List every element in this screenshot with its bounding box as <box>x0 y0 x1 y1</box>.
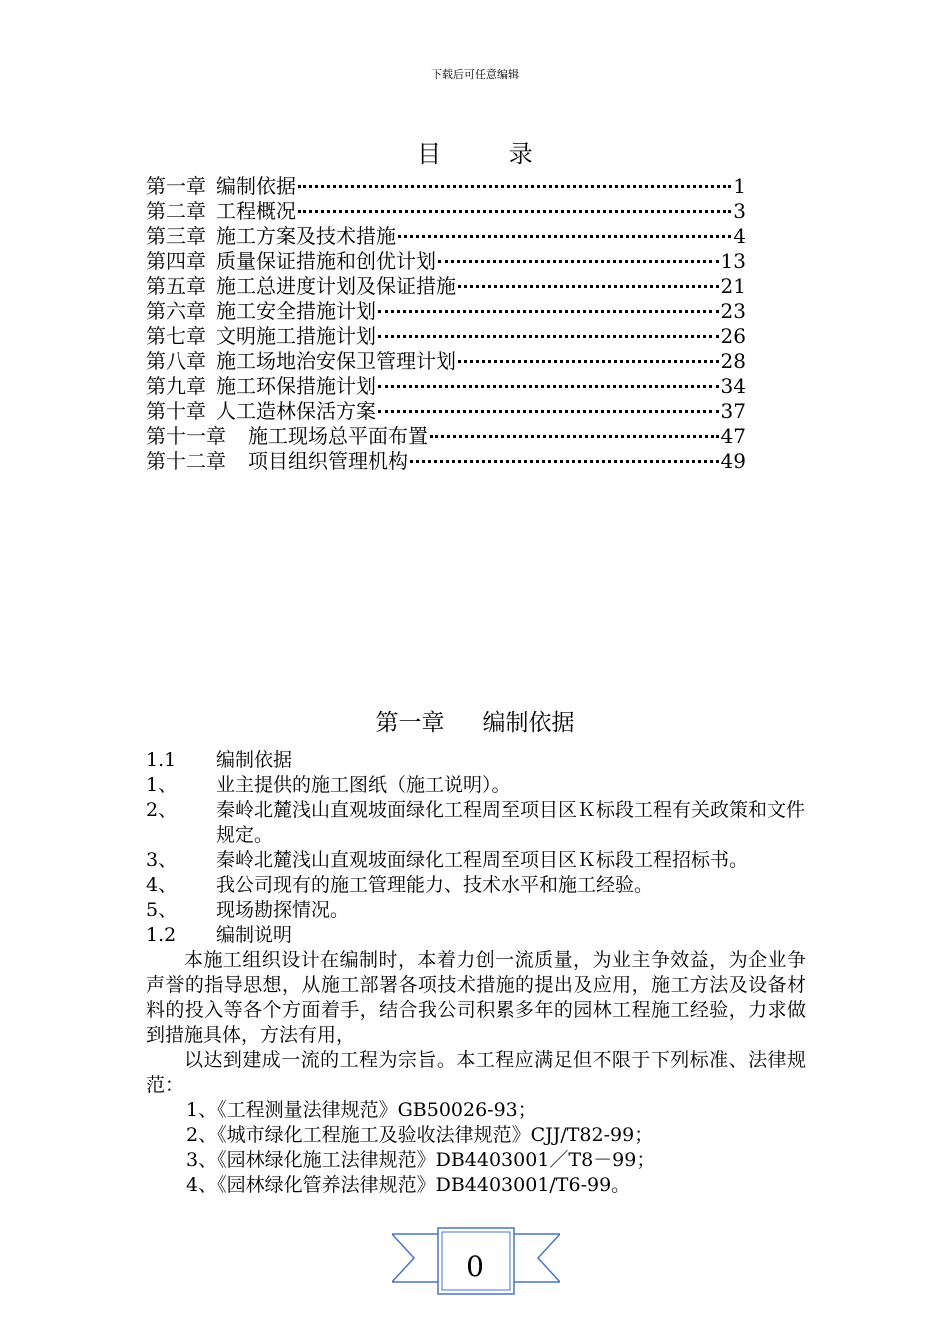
standard-item: 3、《园林绿化施工法律规范》DB4403001／T8－99； <box>186 1149 656 1171</box>
toc-page: 4 <box>733 224 746 248</box>
toc-page: 37 <box>720 399 746 423</box>
list-number: 3、 <box>146 849 178 871</box>
toc-chapter: 第五章 <box>146 274 206 298</box>
toc-leader <box>458 285 719 288</box>
toc-chapter: 第八章 <box>146 349 206 373</box>
section-heading <box>146 748 806 773</box>
chapter-label: 第一章 <box>375 710 445 736</box>
toc-page: 23 <box>720 299 746 323</box>
toc-name: 人工造林保活方案 <box>216 399 376 423</box>
toc-name: 编制依据 <box>216 174 296 198</box>
page-header: 下载后可任意编辑 <box>431 68 519 81</box>
toc-page: 3 <box>733 199 746 223</box>
toc-name: 施工现场总平面布置 <box>248 424 428 448</box>
list-text: 现场勘探情况。 <box>216 899 350 921</box>
toc-row[interactable] <box>146 324 746 349</box>
toc-leader <box>378 335 719 338</box>
section-title: 编制说明 <box>216 924 293 946</box>
toc-page: 1 <box>733 174 746 198</box>
list-item <box>146 798 806 848</box>
toc-leader <box>298 210 731 213</box>
toc-page: 21 <box>720 274 746 298</box>
toc-chapter: 第二章 <box>146 199 206 223</box>
toc-page: 49 <box>720 449 746 473</box>
toc-chapter: 第十二章 <box>146 449 226 473</box>
toc-leader <box>430 435 719 438</box>
list-text: 我公司现有的施工管理能力、技术水平和施工经验。 <box>216 874 654 896</box>
toc-row[interactable] <box>146 174 746 199</box>
toc-row[interactable] <box>146 199 746 224</box>
toc-row[interactable] <box>146 399 746 424</box>
toc-row[interactable] <box>146 449 746 474</box>
list-number: 5、 <box>146 899 178 921</box>
toc-row[interactable] <box>146 299 746 324</box>
section-number: 1.1 <box>146 749 177 771</box>
toc-page: 28 <box>720 349 746 373</box>
list-item <box>146 848 806 873</box>
toc-row[interactable] <box>146 424 746 449</box>
toc-chapter: 第一章 <box>146 174 206 198</box>
paragraph: 以达到建成一流的工程为宗旨。本工程应满足但不限于下列标准、法律规范： <box>146 1049 806 1096</box>
toc-chapter: 第十章 <box>146 399 206 423</box>
list-text: 秦岭北麓浅山直观坡面绿化工程周至项目区Ｋ标段工程有关政策和文件规定。 <box>216 799 806 846</box>
toc-page: 26 <box>720 324 746 348</box>
list-text: 秦岭北麓浅山直观坡面绿化工程周至项目区Ｋ标段工程招标书。 <box>216 849 749 871</box>
toc-row[interactable] <box>146 374 746 399</box>
paragraph: 本施工组织设计在编制时，本着力创一流质量，为业主争效益，为企业争声誉的指导思想，从施工部署各项技术措施的提出及应用，施工方法及设备材料的投入等各个方面着手，结合我公司积累多年的园林工程施工经验，力求做到措施具体，方法有用， <box>146 949 806 1046</box>
toc-leader <box>298 185 731 188</box>
toc-leader <box>410 460 719 463</box>
table-of-contents <box>146 174 746 474</box>
toc-leader <box>378 310 719 313</box>
toc-name: 工程概况 <box>216 199 296 223</box>
toc-row[interactable] <box>146 349 746 374</box>
toc-page: 47 <box>720 424 746 448</box>
toc-name: 施工环保措施计划 <box>216 374 376 398</box>
toc-leader <box>378 410 719 413</box>
section-title: 编制依据 <box>216 749 293 771</box>
toc-leader <box>378 385 719 388</box>
toc-chapter: 第七章 <box>146 324 206 348</box>
standard-item: 4、《园林绿化管养法律规范》DB4403001/T6-99。 <box>186 1174 631 1196</box>
list-item <box>146 873 806 898</box>
toc-leader <box>438 260 719 263</box>
section-heading <box>146 923 806 948</box>
list-text: 业主提供的施工图纸（施工说明）。 <box>216 774 511 796</box>
standard-item: 2、《城市绿化工程施工及验收法律规范》CJJ/T82-99； <box>186 1124 654 1146</box>
toc-chapter: 第十一章 <box>146 424 226 448</box>
standard-item: 1、《工程测量法律规范》GB50026-93； <box>186 1099 537 1121</box>
toc-page: 34 <box>720 374 746 398</box>
list-number: 2、 <box>146 799 178 821</box>
section-number: 1.2 <box>146 924 177 946</box>
toc-row[interactable] <box>146 274 746 299</box>
toc-chapter: 第四章 <box>146 249 206 273</box>
toc-row[interactable] <box>146 224 746 249</box>
chapter-name: 编制依据 <box>482 710 575 736</box>
toc-chapter: 第六章 <box>146 299 206 323</box>
chapter-title <box>0 704 950 737</box>
chapter-body <box>146 748 806 1198</box>
toc-leader <box>458 360 719 363</box>
toc-name: 质量保证措施和创优计划 <box>216 249 436 273</box>
toc-chapter: 第九章 <box>146 374 206 398</box>
toc-name: 施工安全措施计划 <box>216 299 376 323</box>
list-item <box>146 773 806 798</box>
toc-name: 文明施工措施计划 <box>216 324 376 348</box>
toc-name: 项目组织管理机构 <box>248 449 408 473</box>
toc-name: 施工场地治安保卫管理计划 <box>216 349 456 373</box>
list-number: 4、 <box>146 874 178 896</box>
list-number: 1、 <box>146 774 178 796</box>
toc-row[interactable] <box>146 249 746 274</box>
toc-name: 施工方案及技术措施 <box>216 224 396 248</box>
toc-chapter: 第三章 <box>146 224 206 248</box>
toc-title: 目 录 <box>417 140 563 168</box>
toc-leader <box>398 235 731 238</box>
list-item <box>146 898 806 923</box>
toc-page: 13 <box>720 249 746 273</box>
page-number: 0 <box>466 1250 484 1283</box>
toc-name: 施工总进度计划及保证措施 <box>216 274 456 298</box>
